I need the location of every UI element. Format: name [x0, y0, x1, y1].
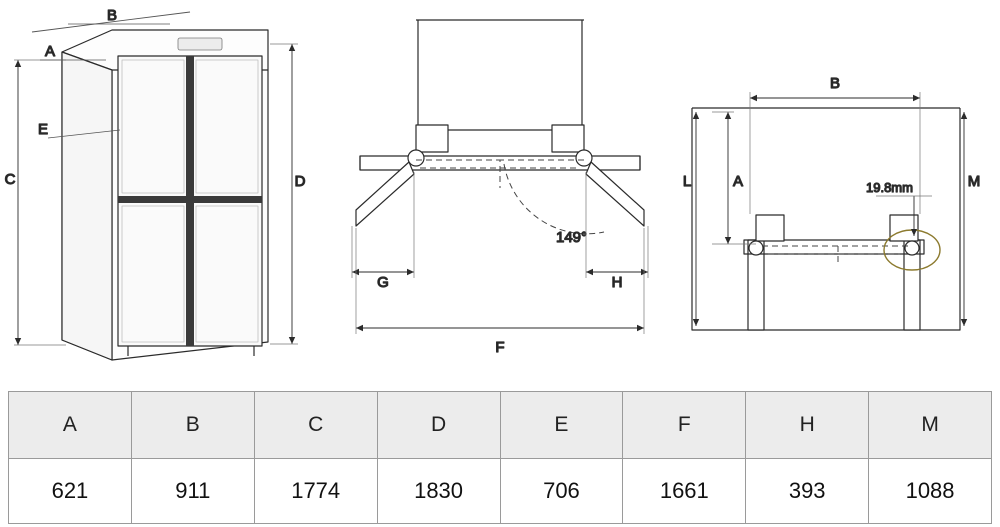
- table-cell: 911: [131, 459, 254, 524]
- label-H: H: [611, 274, 623, 291]
- label-angle: 149°: [556, 229, 588, 246]
- label-M: M: [967, 173, 981, 190]
- table-header-cell: C: [254, 392, 377, 459]
- label-B: B: [106, 7, 118, 24]
- table-header-cell: H: [746, 392, 869, 459]
- table-cell: 393: [746, 459, 869, 524]
- dimension-table: [8, 391, 992, 524]
- view-top-door-swing: [352, 20, 648, 356]
- label-B-side: B: [829, 75, 841, 92]
- table-cell: 1661: [623, 459, 746, 524]
- table-header-cell: A: [9, 392, 132, 459]
- view-side-handle-detail: [683, 75, 980, 330]
- label-E: E: [37, 121, 48, 138]
- table-cell: 1830: [377, 459, 500, 524]
- table-header-cell: M: [869, 392, 992, 459]
- table-header-cell: E: [500, 392, 623, 459]
- label-F: F: [495, 339, 505, 356]
- table-row: [9, 459, 992, 524]
- table-header-cell: D: [377, 392, 500, 459]
- label-L: L: [682, 173, 692, 190]
- label-C: C: [4, 171, 16, 188]
- label-A-side: A: [732, 173, 744, 190]
- table-cell: 706: [500, 459, 623, 524]
- table-cell: 1774: [254, 459, 377, 524]
- table-cell: 621: [9, 459, 132, 524]
- label-D: D: [294, 173, 306, 190]
- table-header-cell: F: [623, 392, 746, 459]
- table-cell: 1088: [869, 459, 992, 524]
- label-G: G: [377, 274, 389, 291]
- table-header-cell: B: [131, 392, 254, 459]
- table-header-row: [9, 392, 992, 459]
- label-A: A: [44, 43, 56, 60]
- view-front-perspective: [5, 7, 306, 360]
- label-handle-gap: 19.8mm: [866, 180, 913, 195]
